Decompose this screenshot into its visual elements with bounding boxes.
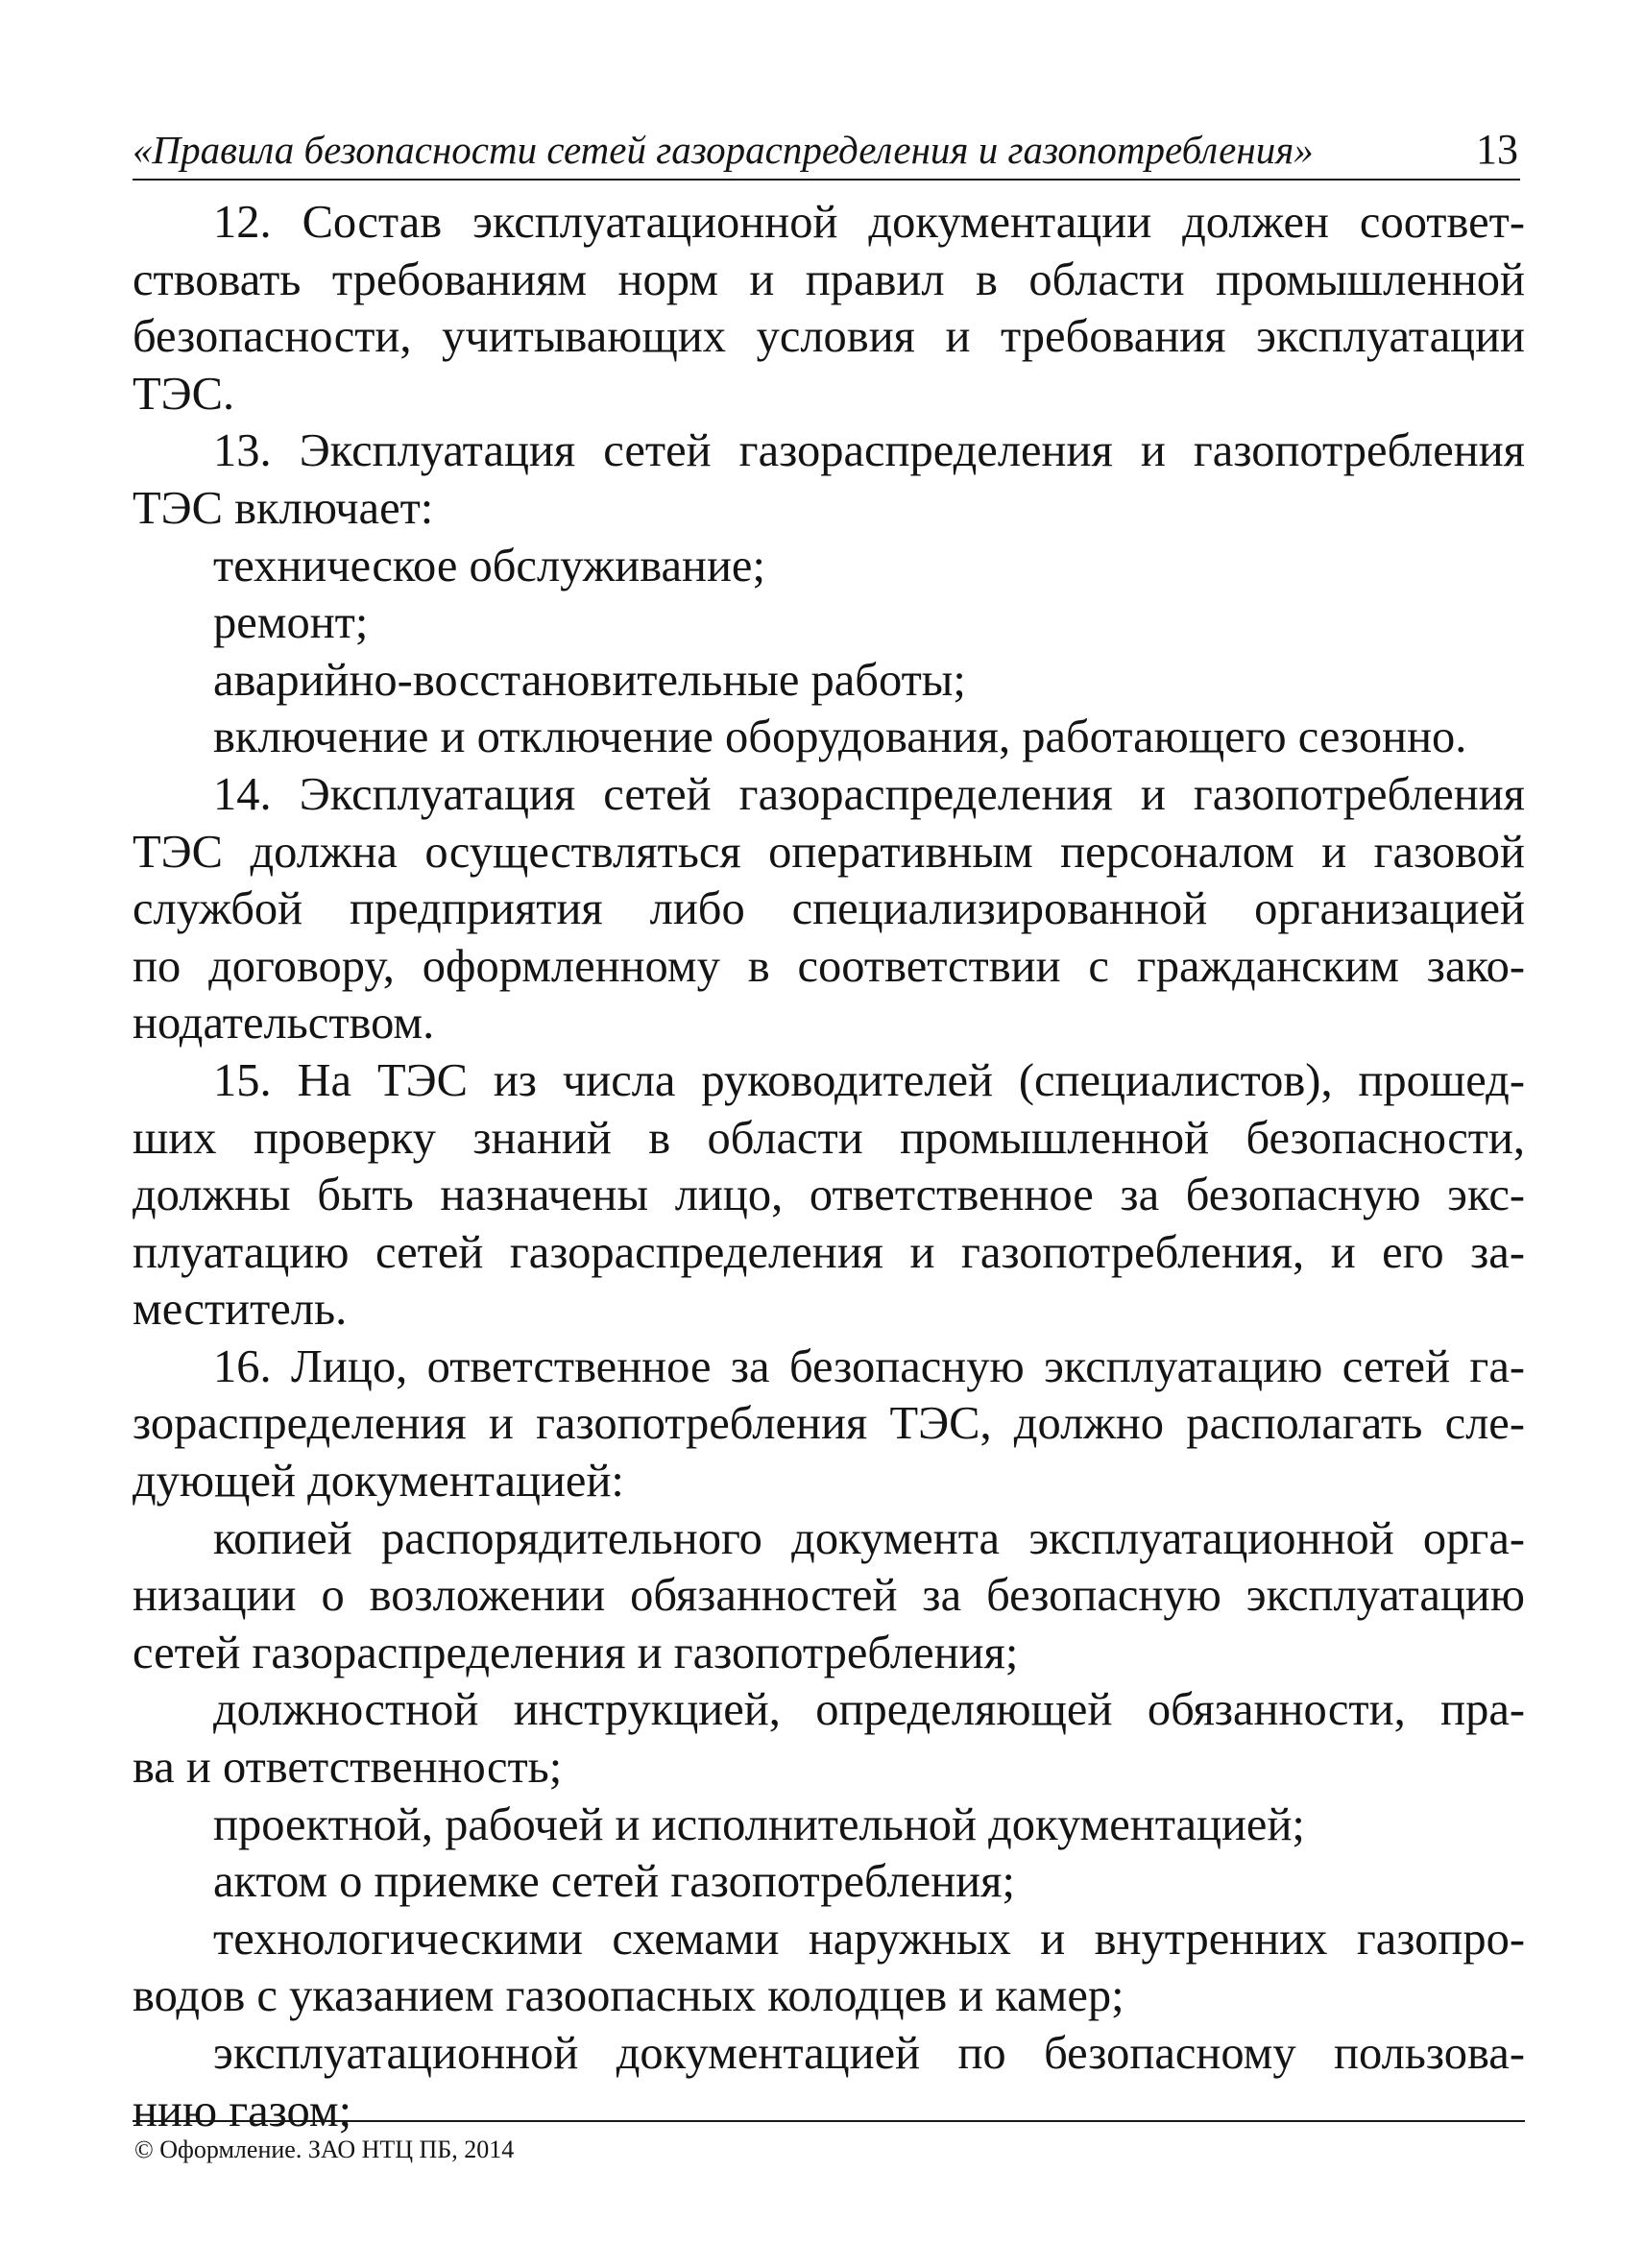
text-line: 15. На ТЭС из числа руководителей (специалистов), прошед- (213, 1054, 1525, 1106)
text-line: низации о возложении обязанностей за безопасную эксплуатацию (133, 1570, 1525, 1622)
text-line: зораспределения и газопотребления ТЭС, должно располагать сле- (133, 1398, 1525, 1450)
text-line: должны быть назначены лицо, ответственное за безопасную экс- (133, 1170, 1525, 1221)
list-item-acceptance-act (133, 1853, 1525, 1911)
header-title: «Правила безопасности сетей газораспределения и газопотребления» (133, 128, 1314, 172)
text-line: нодательством. (133, 998, 435, 1050)
text-line: по договору, оформленному в соответствии с гражданским зако- (133, 940, 1525, 992)
footer-divider (133, 2120, 1525, 2122)
list-item-seasonal-equipment (133, 709, 1525, 766)
text-line: должностной инструкцией, определяющей обязанности, пра- (213, 1684, 1525, 1736)
text-line: технологическими схемами наружных и внутренних газопро- (213, 1913, 1525, 1965)
list-item-job-instruction (133, 1681, 1525, 1796)
text-line: ремонт; (213, 597, 369, 649)
text-line: 13. Эксплуатация сетей газораспределения и газопотребления (213, 425, 1525, 477)
list-item-project-documentation (133, 1797, 1525, 1854)
paragraph-14 (133, 766, 1525, 1052)
text-line: меститель. (133, 1284, 348, 1336)
text-line: плуатацию сетей газораспределения и газопотребления, и его за- (133, 1226, 1525, 1278)
page-number: 13 (1476, 126, 1518, 173)
text-line: безопасности, учитывающих условия и требования эксплуатации (133, 311, 1525, 363)
paragraph-16 (133, 1339, 1525, 1510)
paragraph-15 (133, 1052, 1525, 1339)
list-item-technological-schemes (133, 1911, 1525, 2025)
text-line: 14. Эксплуатация сетей газораспределения и газопотребления (213, 768, 1525, 820)
text-line: ва и ответственность; (133, 1742, 563, 1794)
body-text (133, 194, 1525, 2139)
text-line: нию газом; (133, 2085, 352, 2136)
text-line: ствовать требованиям норм и правил в области промышленной (133, 253, 1525, 305)
text-line: службой предприятия либо специализированной организацией (133, 883, 1525, 935)
text-line: 16. Лицо, ответственное за безопасную эксплуатацию сетей га- (213, 1340, 1525, 1392)
paragraph-13 (133, 422, 1525, 537)
text-line: техническое обслуживание; (213, 540, 765, 591)
running-header (133, 123, 1520, 181)
list-item-emergency-works (133, 652, 1525, 710)
text-line: 12. Состав эксплуатационной документации должен соответ- (213, 197, 1525, 248)
paragraph-12 (133, 194, 1525, 422)
text-line: дующей документацией: (133, 1456, 624, 1508)
text-line: ТЭС включает: (133, 482, 434, 534)
list-item-operational-documentation (133, 2025, 1525, 2139)
text-line: актом о приемке сетей газопотребления; (213, 1856, 1015, 1908)
footer-copyright: © Оформление. ЗАО НТЦ ПБ, 2014 (134, 2135, 515, 2163)
list-item-order-copy (133, 1510, 1525, 1682)
text-line: сетей газораспределения и газопотребления; (133, 1627, 1019, 1678)
list-item-maintenance (133, 538, 1525, 595)
list-item-repair (133, 594, 1525, 652)
text-line: ших проверку знаний в области промышленной безопасности, (133, 1112, 1525, 1164)
text-line: эксплуатационной документацией по безопасному пользова- (213, 2028, 1525, 2079)
text-line: включение и отключение оборудования, работающего сезонно. (213, 712, 1467, 763)
text-line: ТЭС. (133, 368, 235, 420)
text-line: ТЭС должна осуществляться оперативным персоналом и газовой (133, 826, 1525, 878)
text-line: водов с указанием газоопасных колодцев и камер; (133, 1970, 1124, 2022)
text-line: копией распорядительного документа эксплуатационной орга- (213, 1512, 1525, 1564)
text-line: аварийно-восстановительные работы; (213, 654, 966, 706)
text-line: проектной, рабочей и исполнительной документацией; (213, 1798, 1305, 1850)
